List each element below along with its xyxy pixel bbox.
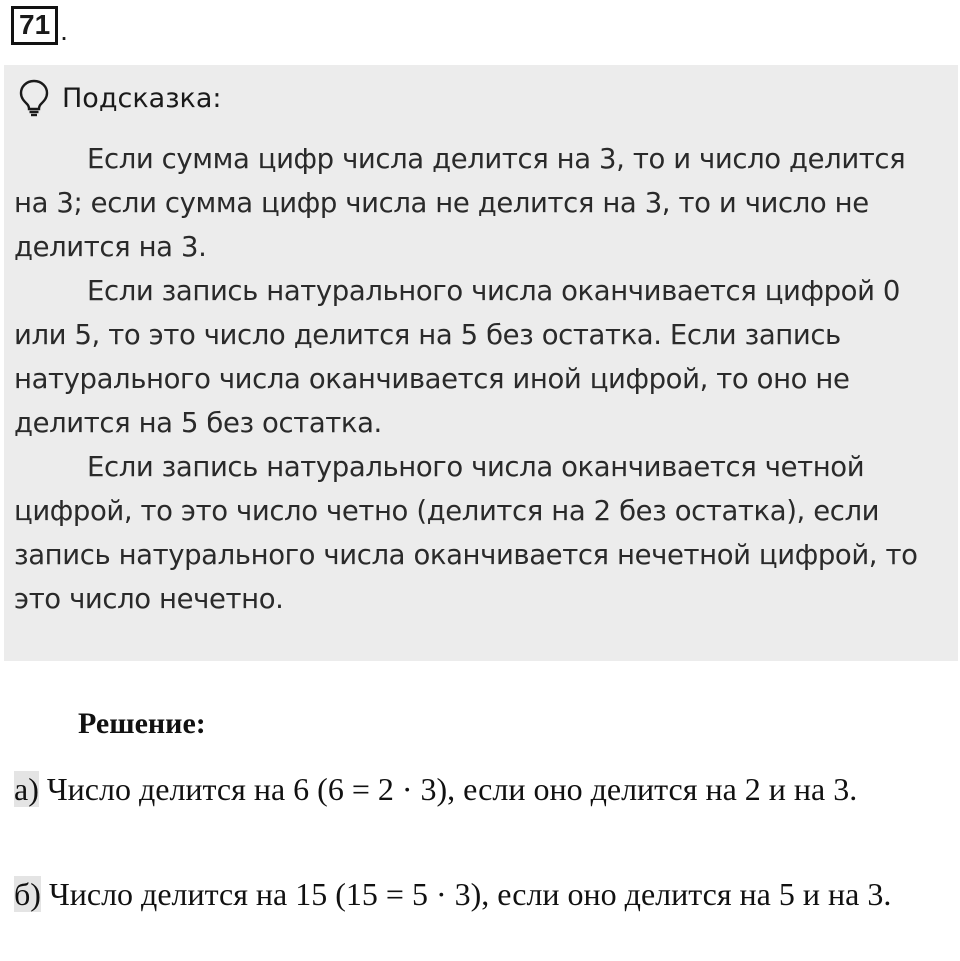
solution-title: Решение: [78,707,206,740]
solution-item-b [14,871,949,917]
hint-paragraph: Если запись натурального числа оканчивается четной цифрой, то это число четно (делится на 2 без остатка), если запись натурального числа оканчивается нечетной цифрой, то это число нечетно. [14,451,918,615]
solution-item-a [14,766,949,812]
lightbulb-icon [18,79,50,117]
solution-marker: б) [14,876,41,912]
solution-text: Число делится на 6 (6 = 2 · 3), если оно делится на 2 и на 3. [38,771,858,807]
hint-box [4,65,958,661]
task-number-box: 71 [11,6,58,45]
task-number-dot: . [60,15,68,46]
task-number [11,6,68,45]
hint-header [18,79,222,117]
solution-marker: а) [14,771,39,807]
solution-text: Число делится на 15 (15 = 5 · 3), если оно делится на 5 и на 3. [40,876,892,912]
hint-text [14,137,944,621]
hint-paragraph: Если запись натурального числа оканчивается цифрой 0 или 5, то это число делится на 5 без остатка. Если запись натурального числа оканчивается иной цифрой, то оно не делится на 5 без остатка. [14,275,901,439]
hint-title: Подсказка: [62,82,222,114]
hint-paragraph: Если сумма цифр числа делится на 3, то и число делится на 3; если сумма цифр числа не делится на 3, то и число не делится на 3. [14,143,906,263]
